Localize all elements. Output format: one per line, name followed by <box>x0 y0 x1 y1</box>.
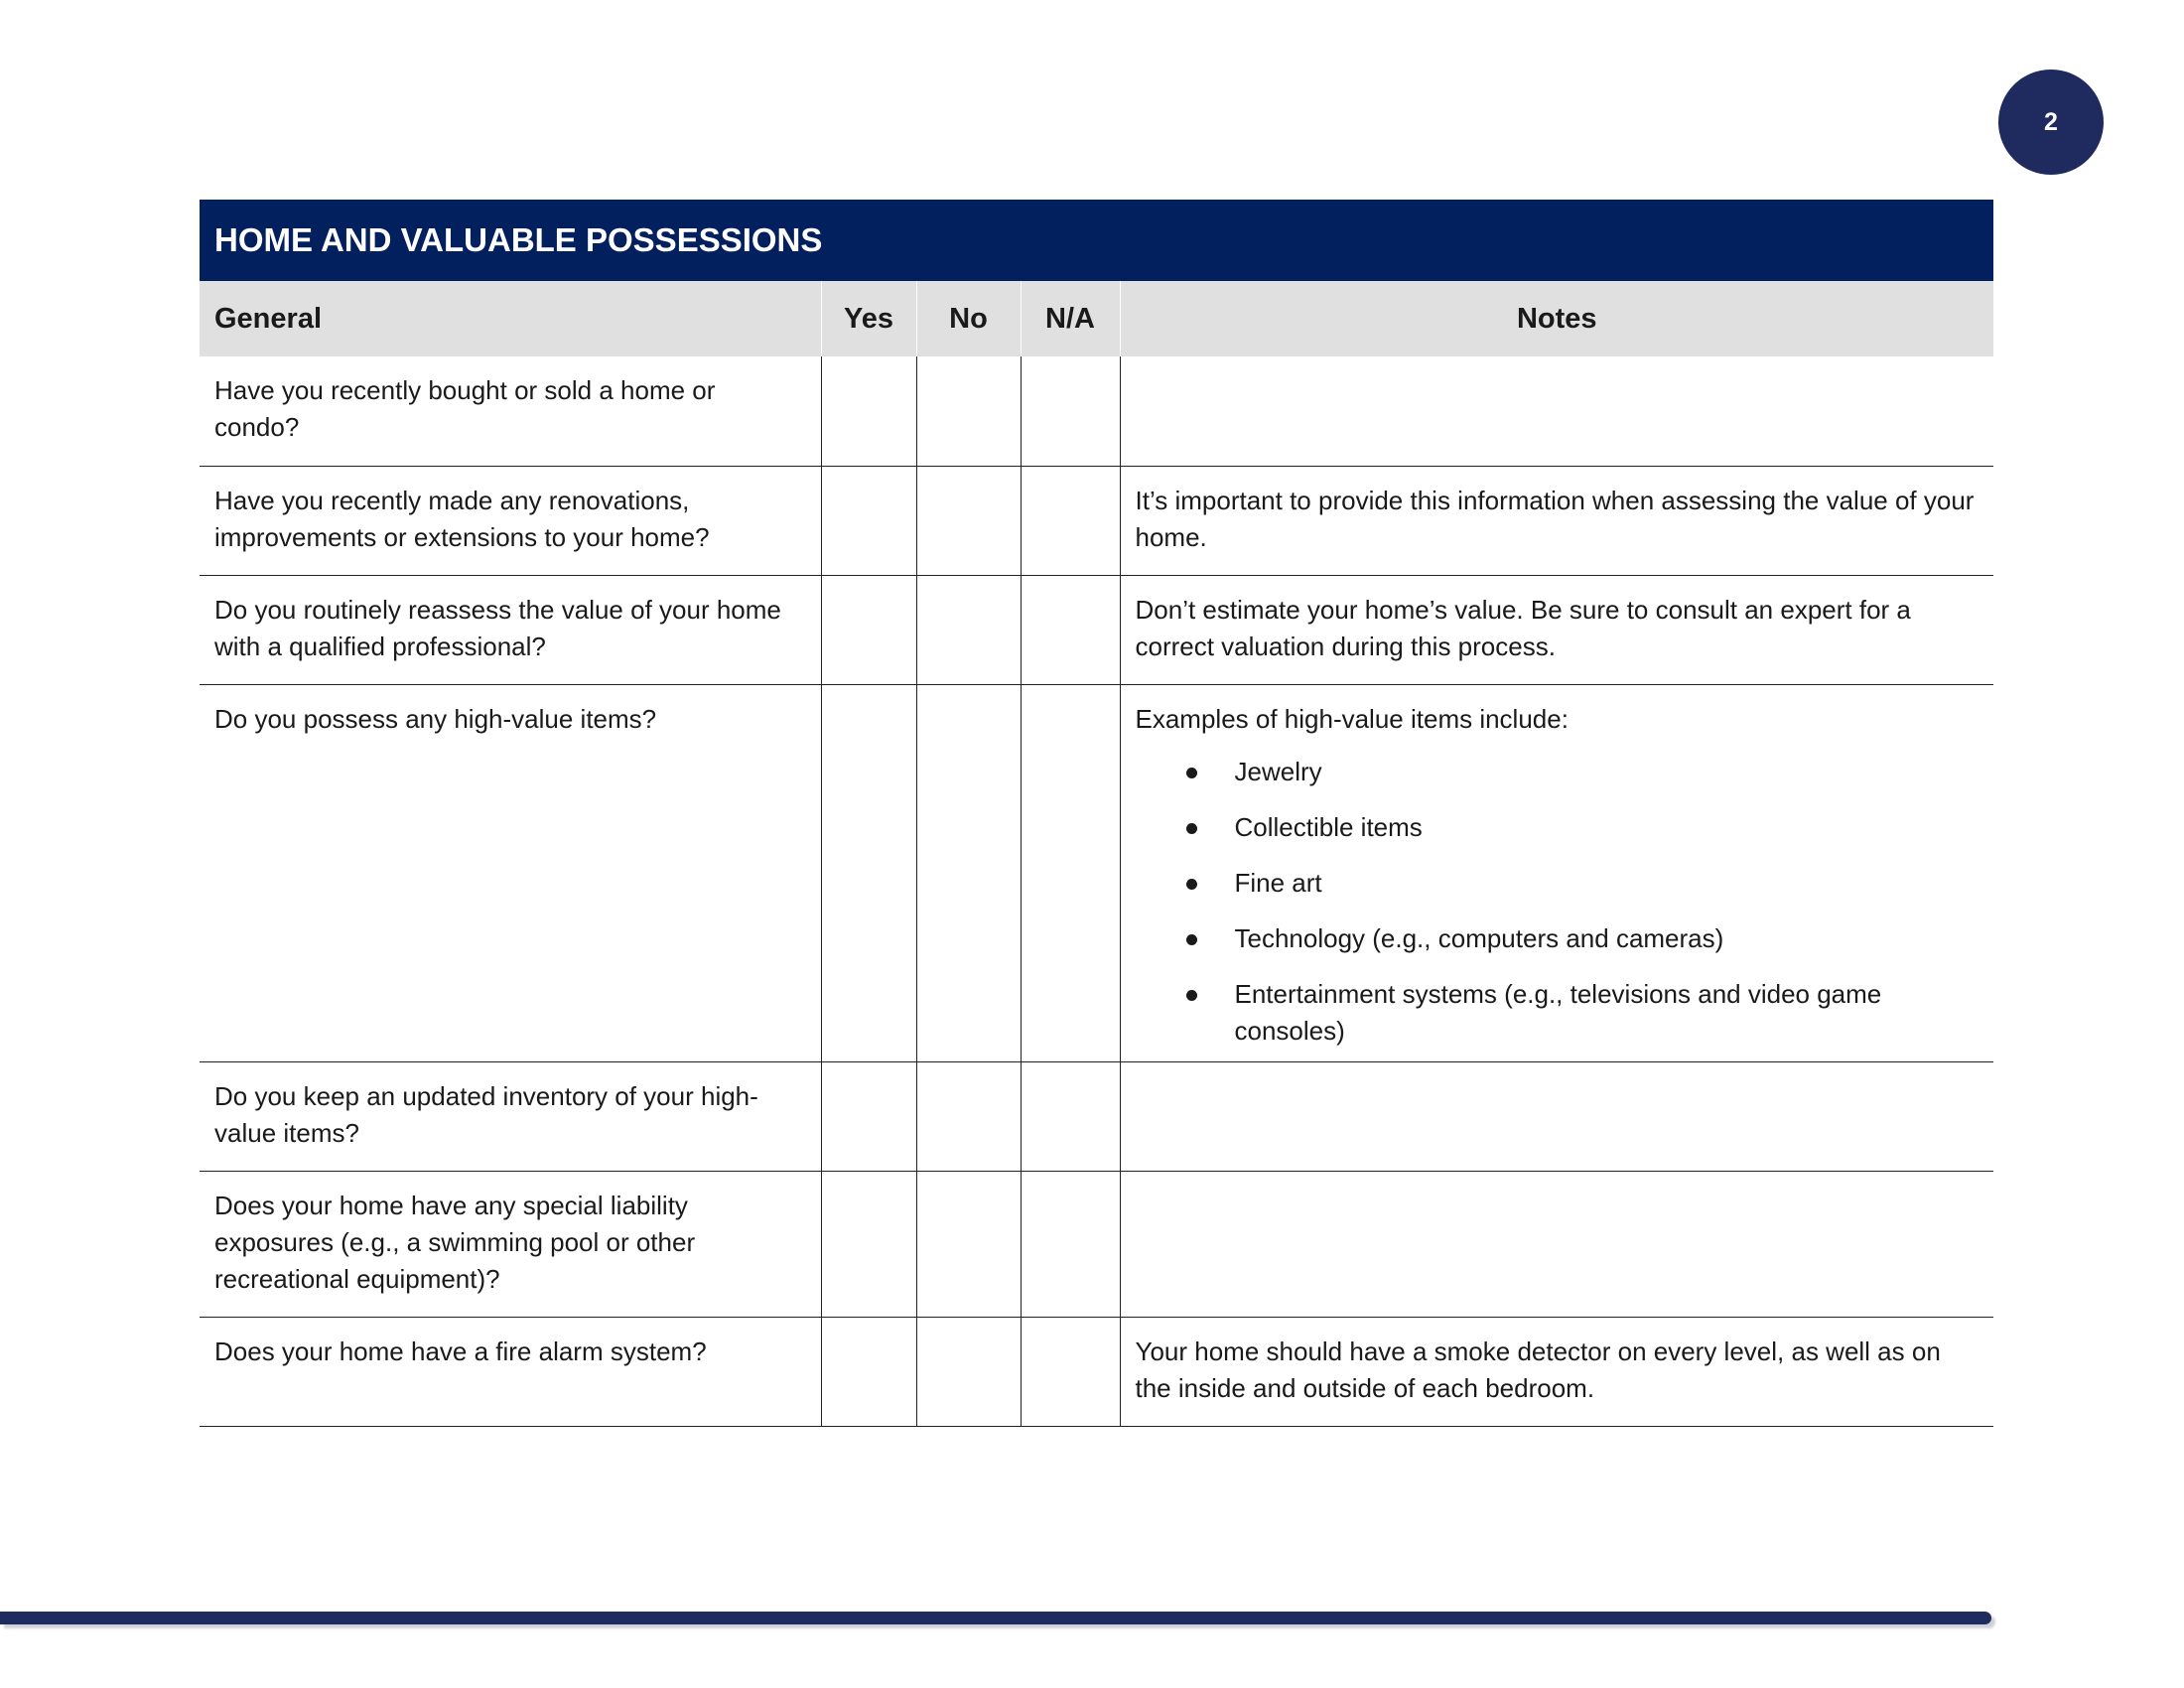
question-cell: Have you recently made any renovations, improvements or extensions to your home? <box>200 466 821 575</box>
na-checkbox-cell[interactable] <box>1021 575 1120 684</box>
question-cell: Have you recently bought or sold a home or condo? <box>200 356 821 466</box>
no-checkbox-cell[interactable] <box>916 1317 1021 1426</box>
notes-cell[interactable] <box>1120 1171 1993 1317</box>
column-header-general: General <box>200 281 821 356</box>
list-item: Fine art <box>1235 865 1979 902</box>
list-item: Collectible items <box>1235 809 1979 846</box>
na-checkbox-cell[interactable] <box>1021 1061 1120 1171</box>
table-row <box>200 356 1993 466</box>
footer-divider-bar <box>0 1612 1991 1624</box>
notes-cell[interactable]: Don’t estimate your home’s value. Be sure to consult an expert for a correct valuation during this process. <box>1120 575 1993 684</box>
no-checkbox-cell[interactable] <box>916 1171 1021 1317</box>
high-value-items-list <box>1136 754 1979 1050</box>
notes-cell[interactable] <box>1120 684 1993 1061</box>
yes-checkbox-cell[interactable] <box>821 684 916 1061</box>
list-item: Entertainment systems (e.g., televisions and video game consoles) <box>1235 976 1979 1050</box>
no-checkbox-cell[interactable] <box>916 575 1021 684</box>
yes-checkbox-cell[interactable] <box>821 466 916 575</box>
notes-cell[interactable] <box>1120 356 1993 466</box>
table-row <box>200 1061 1993 1171</box>
notes-intro: Examples of high-value items include: <box>1135 703 1569 734</box>
notes-cell[interactable] <box>1120 1061 1993 1171</box>
table-row <box>200 1171 1993 1317</box>
no-checkbox-cell[interactable] <box>916 1061 1021 1171</box>
na-checkbox-cell[interactable] <box>1021 684 1120 1061</box>
no-checkbox-cell[interactable] <box>916 684 1021 1061</box>
no-checkbox-cell[interactable] <box>916 466 1021 575</box>
column-header-yes: Yes <box>821 281 916 356</box>
question-cell: Do you routinely reassess the value of your home with a qualified professional? <box>200 575 821 684</box>
table-row <box>200 466 1993 575</box>
questions-table <box>200 281 1993 1427</box>
na-checkbox-cell[interactable] <box>1021 356 1120 466</box>
na-checkbox-cell[interactable] <box>1021 1171 1120 1317</box>
na-checkbox-cell[interactable] <box>1021 466 1120 575</box>
notes-cell[interactable]: It’s important to provide this information when assessing the value of your home. <box>1120 466 1993 575</box>
checklist-table <box>200 200 1993 1427</box>
question-cell: Do you keep an updated inventory of your high-value items? <box>200 1061 821 1171</box>
yes-checkbox-cell[interactable] <box>821 1171 916 1317</box>
yes-checkbox-cell[interactable] <box>821 1317 916 1426</box>
page-number: 2 <box>2044 107 2058 136</box>
column-header-row <box>200 281 1993 356</box>
page-number-badge <box>1998 70 2104 175</box>
question-cell: Do you possess any high-value items? <box>200 684 821 1061</box>
list-item: Technology (e.g., computers and cameras) <box>1235 920 1979 957</box>
yes-checkbox-cell[interactable] <box>821 356 916 466</box>
question-cell: Does your home have any special liability exposures (e.g., a swimming pool or other recreational equipment)? <box>200 1171 821 1317</box>
yes-checkbox-cell[interactable] <box>821 575 916 684</box>
column-header-na: N/A <box>1021 281 1120 356</box>
table-row <box>200 575 1993 684</box>
table-row <box>200 684 1993 1061</box>
section-title: HOME AND VALUABLE POSSESSIONS <box>200 200 1993 281</box>
table-row <box>200 1317 1993 1426</box>
list-item: Jewelry <box>1235 754 1979 790</box>
no-checkbox-cell[interactable] <box>916 356 1021 466</box>
question-cell: Does your home have a fire alarm system? <box>200 1317 821 1426</box>
column-header-notes: Notes <box>1120 281 1993 356</box>
yes-checkbox-cell[interactable] <box>821 1061 916 1171</box>
column-header-no: No <box>916 281 1021 356</box>
na-checkbox-cell[interactable] <box>1021 1317 1120 1426</box>
notes-cell[interactable]: Your home should have a smoke detector on every level, as well as on the inside and outside of each bedroom. <box>1120 1317 1993 1426</box>
